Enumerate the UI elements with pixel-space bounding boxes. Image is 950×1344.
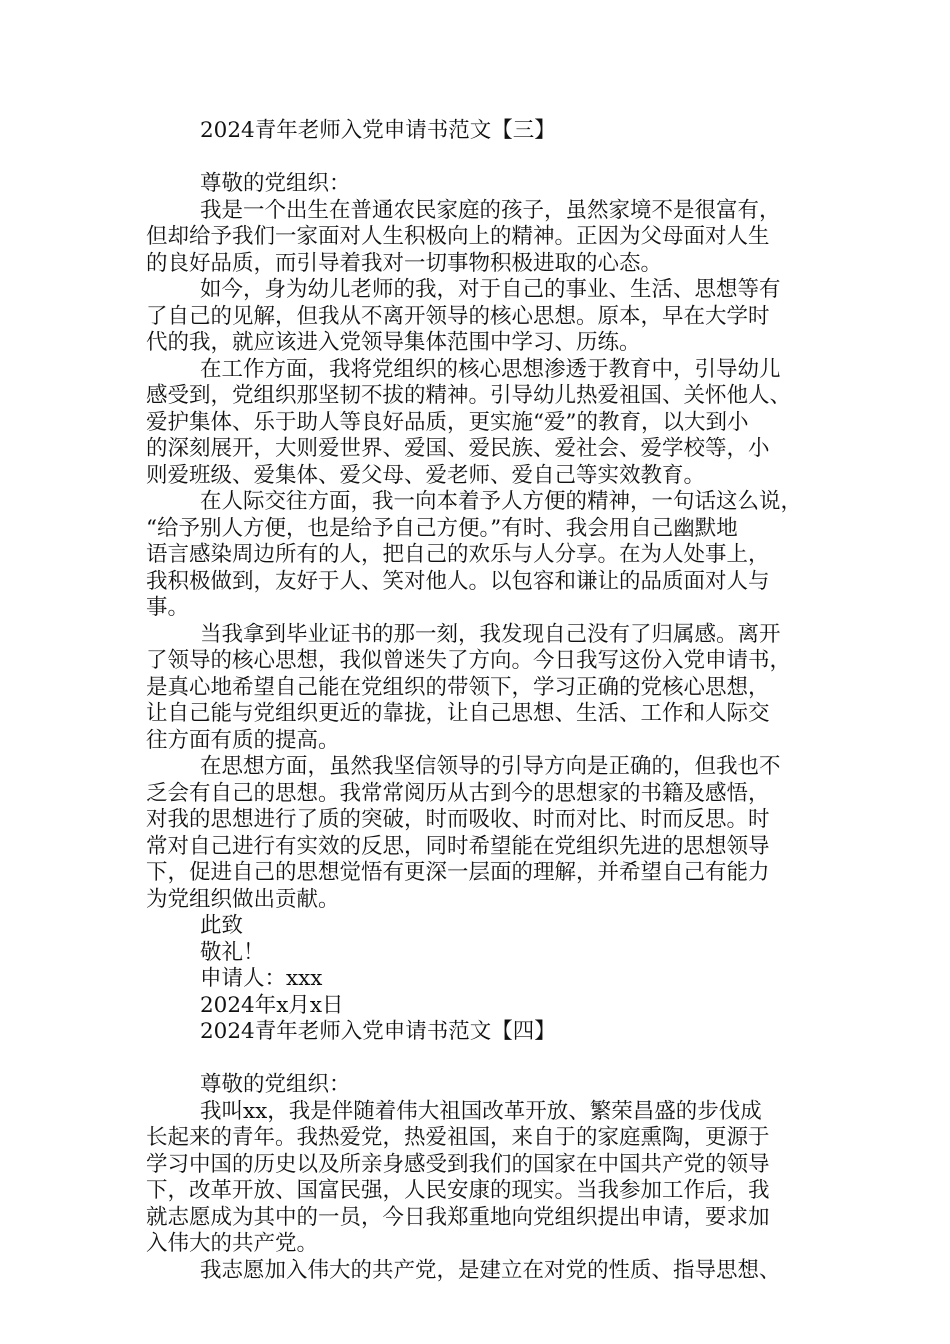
paragraph-line: 就志愿成为其中的一员，今日我郑重地向党组织提出申请，要求加 (146, 1204, 770, 1230)
paragraph-line: “给予别人方便，也是给予自己方便。”有时、我会用自己幽默地 (146, 515, 738, 541)
date-line: 2024年x月x日 (200, 992, 344, 1018)
closing-line: 此致 (200, 913, 244, 938)
paragraph-line: 了自己的见解，但我从不离开领导的核心思想。原本，早在大学时 (146, 303, 770, 329)
paragraph-line: 我是一个出生在普通农民家庭的孩子，虽然家境不是很富有， (200, 197, 781, 223)
paragraph-line: 长起来的青年。我热爱党，热爱祖国，来自于的家庭熏陶，更源于 (146, 1125, 770, 1150)
paragraph-line: 则爱班级、爱集体、爱父母、爱老师、爱自己等实效教育。 (146, 462, 706, 488)
paragraph-line: 学习中国的历史以及所亲身感受到我们的国家在中国共产党的领导 (146, 1151, 770, 1177)
paragraph-line: 在工作方面，我将党组织的核心思想渗透于教育中，引导幼儿 (200, 356, 781, 382)
section-4-salutation: 尊敬的党组织： (200, 1072, 351, 1097)
paragraph-line: 下，改革开放、国富民强，人民安康的现实。当我参加工作后，我 (146, 1178, 770, 1203)
paragraph-line: 对我的思想进行了质的突破，时而吸收、时而对比、时而反思。时 (146, 807, 770, 832)
section-3-title: 2024青年老师入党申请书范文【三】 (200, 118, 556, 143)
blank-line (146, 1046, 816, 1073)
paragraph-line: 我志愿加入伟大的共产党，是建立在对党的性质、指导思想、 (200, 1257, 781, 1283)
paragraph-line: 感受到，党组织那坚韧不拔的精神。引导幼儿热爱祖国、关怀他人、 (146, 383, 792, 408)
paragraph-line: 在思想方面，虽然我坚信领导的引导方向是正确的，但我也不 (200, 754, 781, 779)
paragraph-line: 让自己能与党组织更近的靠拢，让自己思想、生活、工作和人际交 (146, 701, 770, 726)
paragraph-line: 入伟大的共产党。 (146, 1231, 319, 1256)
paragraph-line: 我积极做到，友好于人、笑对他人。以包容和谦让的品质面对人与 (146, 568, 770, 594)
paragraph-line: 为党组织做出贡献。 (146, 886, 340, 912)
blank-line (146, 145, 816, 172)
document-page (146, 118, 816, 1284)
section-3-salutation: 尊敬的党组织： (200, 171, 351, 196)
paragraph-line: 的深刻展开，大则爱世界、爱国、爱民族、爱社会、爱学校等，小 (146, 436, 770, 461)
paragraph-line: 我叫xx，我是伴随着伟大祖国改革开放、繁荣昌盛的步伐成 (200, 1098, 762, 1124)
paragraph-line: 爱护集体、乐于助人等良好品质，更实施“爱”的教育，以大到小 (146, 409, 749, 435)
paragraph-line: 当我拿到毕业证书的那一刻，我发现自己没有了归属感。离开 (200, 621, 781, 647)
paragraph-line: 但却给予我们一家面对人生积极向上的精神。正因为父母面对人生 (146, 224, 770, 249)
paragraph-line: 在人际交往方面，我一向本着予人方便的精神，一句话这么说， (200, 489, 803, 514)
section-4-title: 2024青年老师入党申请书范文【四】 (200, 1019, 556, 1044)
paragraph-line: 的良好品质，而引导着我对一切事物积极进取的心态。 (146, 250, 663, 276)
paragraph-line: 乏会有自己的思想。我常常阅历从古到今的思想家的书籍及感悟， (146, 780, 770, 806)
paragraph-line: 语言感染周边所有的人，把自己的欢乐与人分享。在为人处事上， (146, 542, 770, 567)
applicant-line: 申请人：xxx (200, 966, 323, 991)
paragraph-line: 是真心地希望自己能在党组织的带领下，学习正确的党核心思想， (146, 674, 770, 700)
paragraph-line: 代的我，就应该进入党领导集体范围中学习、历练。 (146, 330, 641, 355)
paragraph-line: 下，促进自己的思想觉悟有更深一层面的理解，并希望自己有能力 (146, 860, 770, 885)
regards-line: 敬礼！ (200, 939, 265, 965)
paragraph-line: 如今，身为幼儿老师的我，对于自己的事业、生活、思想等有 (200, 277, 781, 302)
paragraph-line: 往方面有质的提高。 (146, 727, 340, 753)
paragraph-line: 了领导的核心思想，我似曾迷失了方向。今日我写这份入党申请书， (146, 648, 792, 673)
paragraph-line: 常对自己进行有实效的反思，同时希望能在党组织先进的思想领导 (146, 833, 770, 859)
paragraph-line: 事。 (146, 595, 190, 620)
